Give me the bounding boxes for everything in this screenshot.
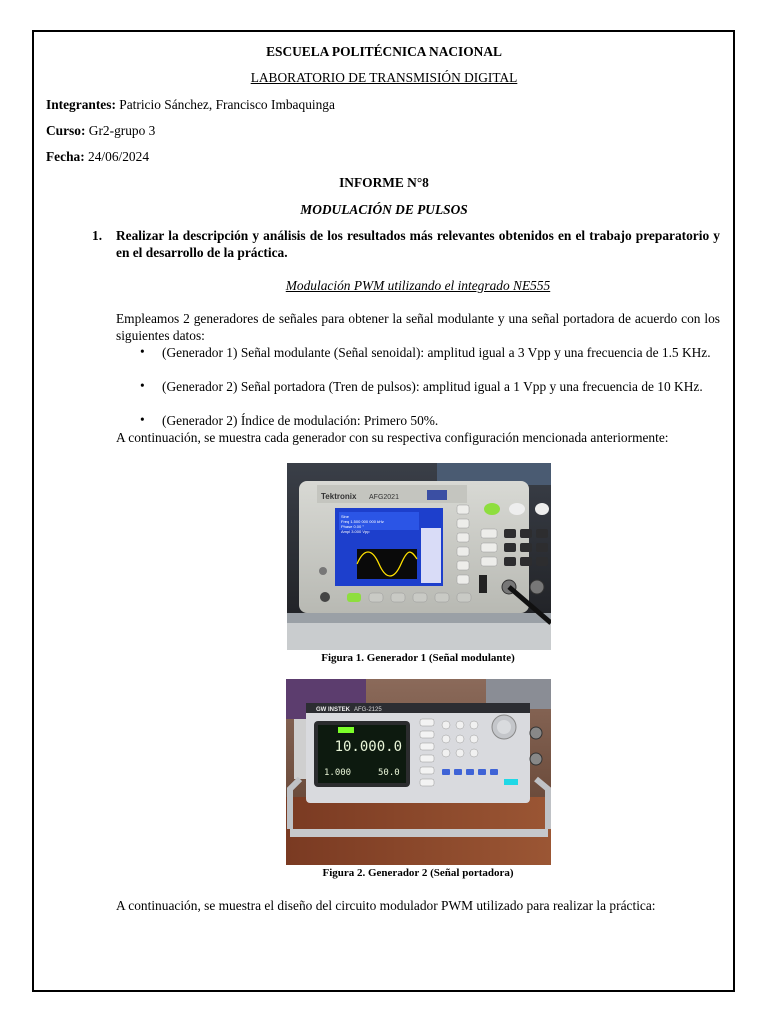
members-label: Integrantes:	[46, 97, 116, 112]
date-label: Fecha:	[46, 149, 85, 164]
course-label: Curso:	[46, 123, 86, 138]
school-name: ESCUELA POLITÉCNICA NACIONAL	[266, 44, 502, 59]
section-heading: Realizar la descripción y análisis de los resultados más relevantes obtenidos en el trabajo preparatorio y en el desarrollo de la práctica.	[116, 228, 720, 260]
figure2-caption: Figura 2. Generador 2 (Señal portadora)	[322, 867, 514, 879]
display-main: 10.000.0	[334, 739, 402, 755]
list-item: (Generador 2) Señal portadora (Tren de pulsos): amplitud igual a 1 Vpp y una frecuencia de 10 KHz.	[162, 379, 703, 394]
members-line	[46, 96, 335, 113]
course-value: Gr2-grupo 3	[85, 123, 156, 138]
after-list-paragraph: A continuación, se muestra cada generador con su respectiva configuración mencionada anteriormente:	[116, 430, 669, 445]
screen-line: Phase 0.00 °	[341, 524, 364, 529]
list-item: (Generador 2) Índice de modulación: Primero 50%.	[162, 413, 439, 428]
screen-line: Ampl 3.000 Vpp	[341, 529, 370, 534]
members-value: Patricio Sánchez, Francisco Imbaquinga	[115, 97, 335, 112]
signal-generator-2-image	[286, 679, 551, 865]
model-label: AFG2021	[369, 494, 399, 501]
lab-name: LABORATORIO DE TRANSMISIÓN DIGITAL	[250, 70, 518, 85]
section-number: 1.	[92, 228, 103, 243]
screen-line: Freq 1.500 000 000 kHz	[341, 519, 384, 524]
report-number: INFORME N°8	[339, 175, 429, 190]
display-left: 1.000	[324, 768, 352, 778]
bullet-dot: •	[140, 378, 145, 393]
course-line	[46, 122, 155, 139]
display-right: 50.0	[378, 768, 400, 778]
signal-generator-1-image	[287, 463, 551, 650]
figure1-caption: Figura 1. Generador 1 (Señal modulante)	[321, 652, 515, 664]
screen-line: Sine	[341, 514, 350, 519]
date-value: 24/06/2024	[84, 149, 150, 164]
figure1-photo	[287, 463, 551, 650]
date-line	[46, 148, 149, 165]
report-title: MODULACIÓN DE PULSOS	[300, 202, 468, 217]
brand-label: GW INSTEK	[316, 707, 350, 713]
bullet-dot: •	[140, 412, 145, 427]
closing-paragraph: A continuación, se muestra el diseño del circuito modulador PWM utilizado para realizar la práctica:	[116, 898, 656, 913]
list-item: (Generador 1) Señal modulante (Señal senoidal): amplitud igual a 3 Vpp y una frecuencia de 1.5 KHz.	[162, 345, 711, 360]
model-label: AFG-2125	[354, 707, 382, 713]
bullet-dot: •	[140, 344, 145, 359]
section-subtitle: Modulación PWM utilizando el integrado NE555	[285, 278, 551, 293]
figure2-photo	[286, 679, 551, 865]
brand-label: Tektronix	[321, 492, 357, 501]
intro-paragraph: Empleamos 2 generadores de señales para obtener la señal modulante y una señal portadora de acuerdo con los siguientes datos:	[116, 311, 720, 343]
